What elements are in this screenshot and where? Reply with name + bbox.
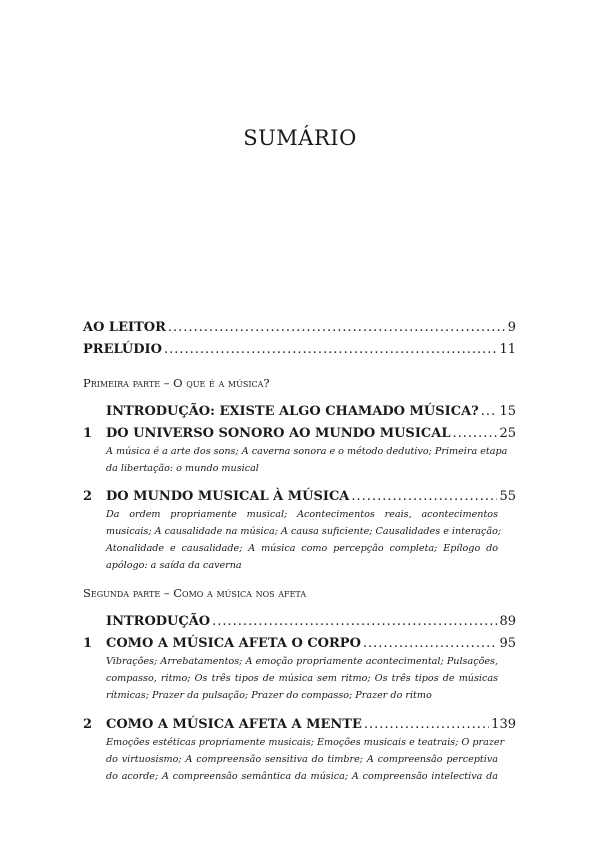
toc-page-number: 11 <box>499 342 516 357</box>
toc-entry-label: AO LEITOR <box>83 320 166 335</box>
toc-entry-part2-ch2[interactable] <box>106 717 516 732</box>
toc-entry-part1-intro[interactable] <box>106 404 516 419</box>
toc-entry-label: PRELÚDIO <box>83 342 162 357</box>
toc-page-number: 15 <box>499 404 516 419</box>
toc-page-number: 95 <box>499 636 516 651</box>
part-heading-2: Segunda parte – Como a música nos afeta <box>83 586 307 600</box>
toc-page-number: 25 <box>499 426 516 441</box>
toc-entry-ao-leitor[interactable] <box>83 320 516 335</box>
toc-entry-part2-intro[interactable] <box>106 614 516 629</box>
summary-line: apólogo: a saída da caverna <box>106 560 242 571</box>
chapter-summary <box>106 443 508 477</box>
toc-entry-label: COMO A MÚSICA AFETA O CORPO <box>106 636 361 651</box>
summary-line: Atonalidade e causalidade; A música como percepção completa; Epílogo do <box>106 543 498 554</box>
summary-line: do virtuosismo; A compreensão sensitiva do timbre; A compreensão perceptiva <box>106 754 498 765</box>
summary-line: musicais; A causalidade na música; A causa suficiente; Causalidades e interação; <box>106 526 502 537</box>
toc-page-number: 9 <box>507 320 516 335</box>
part-heading-1: Primeira parte – O que é a música? <box>83 376 270 390</box>
toc-entry-label: INTRODUÇÃO <box>106 614 211 629</box>
toc-page-number: 89 <box>499 614 516 629</box>
toc-entry-label: DO MUNDO MUSICAL À MÚSICA <box>106 489 350 504</box>
summary-line: compasso, ritmo; Os três tipos de música sem ritmo; Os três tipos de músicas <box>106 673 498 684</box>
dot-leader <box>364 717 489 732</box>
chapter-number: 1 <box>83 426 93 441</box>
summary-line: A música é a arte dos sons; A caverna sonora e o método dedutivo; Primeira etapa <box>106 446 508 457</box>
summary-line: da libertação: o mundo musical <box>106 463 259 474</box>
chapter-summary <box>106 506 502 574</box>
chapter-summary <box>106 734 505 785</box>
page-title: SUMÁRIO <box>243 126 357 150</box>
toc-entry-preludio[interactable] <box>83 342 516 357</box>
chapter-number: 2 <box>83 489 93 504</box>
toc-entry-part2-ch1[interactable] <box>106 636 516 651</box>
toc-entry-label: INTRODUÇÃO: EXISTE ALGO CHAMADO MÚSICA? <box>106 404 479 419</box>
summary-line: Emoções estéticas propriamente musicais; Emoções musicais e teatrais; O prazer <box>106 737 505 748</box>
chapter-summary <box>106 653 498 704</box>
dot-leader <box>168 320 506 335</box>
dot-leader <box>351 489 497 504</box>
summary-line: rítmicas; Prazer da pulsação; Prazer do compasso; Prazer do ritmo <box>106 690 432 701</box>
dot-leader <box>452 426 497 441</box>
summary-line: Da ordem propriamente musical; Acontecimentos reais, acontecimentos <box>106 509 498 520</box>
toc-entry-label: COMO A MÚSICA AFETA A MENTE <box>106 717 362 732</box>
dot-leader <box>363 636 498 651</box>
chapter-number: 1 <box>83 636 93 651</box>
summary-line: do acorde; A compreensão semântica da música; A compreensão intelectiva da <box>106 771 498 782</box>
chapter-number: 2 <box>83 717 93 732</box>
dot-leader <box>212 614 497 629</box>
toc-entry-part1-ch1[interactable] <box>106 426 516 441</box>
summary-line: Vibrações; Arrebatamentos; A emoção propriamente acontecimental; Pulsações, <box>106 656 498 667</box>
toc-entry-label: DO UNIVERSO SONORO AO MUNDO MUSICAL <box>106 426 451 441</box>
dot-leader <box>164 342 498 357</box>
dot-leader <box>481 404 498 419</box>
toc-page-number: 55 <box>499 489 516 504</box>
toc-entry-part1-ch2[interactable] <box>106 489 516 504</box>
toc-page-number: 139 <box>491 717 516 732</box>
